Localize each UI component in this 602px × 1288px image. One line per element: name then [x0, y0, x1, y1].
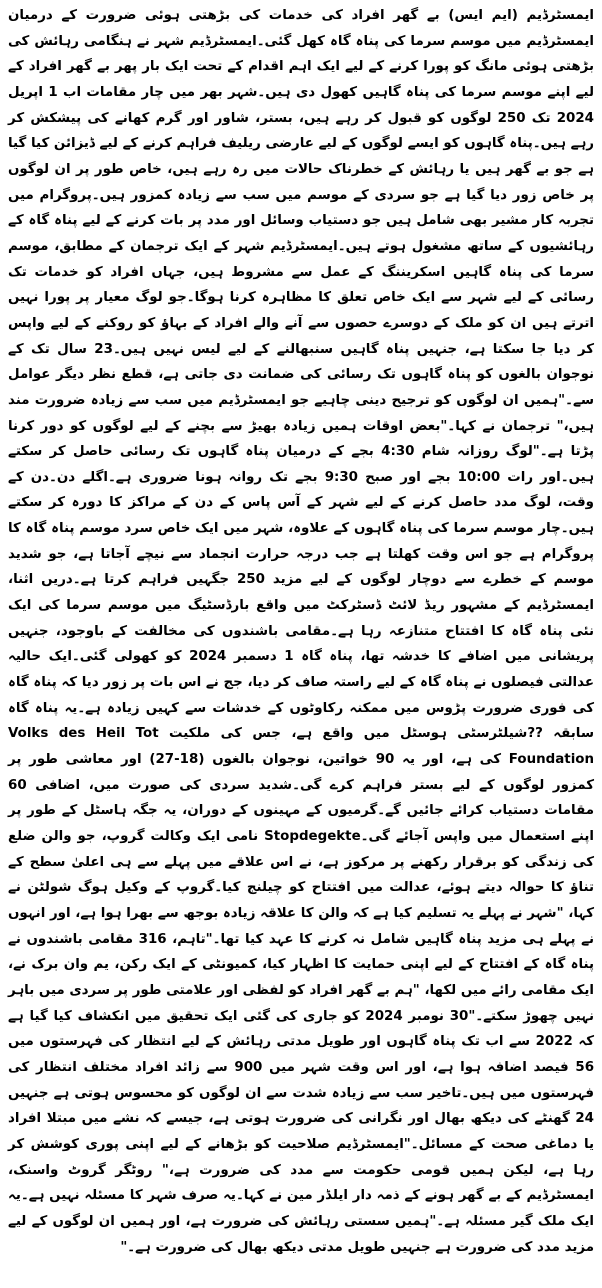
- article-body: ایمسٹرڈیم (ایم ایس) بے گھر افراد کی خدمات کی بڑھتی ہوئی ضرورت کے درمیان ایمسٹرڈیم میں موسم سرما کی پناہ گاہ کھل گئی۔ایمسٹرڈیم شہر نے ہنگامی رہائش کی بڑھتی ہوئی مانگ کو پورا کرنے کے لیے ایک اہم اقدام کے تحت ایک بار پھر بے گھر افراد کے لیے اپنے موسم سرما کی پناہ گاہیں کھول دی ہیں۔شہر بھر میں چار مقامات اب 1 اپریل 2024 تک 250 لوگوں کو قبول کر رہے ہیں، بستر، شاور اور گرم کھانے کی پیشکش کر رہے ہیں۔پناہ گاہوں کو ایسے لوگوں کے لیے عارضی ریلیف فراہم کرنے کے لیے ڈیزائن کیا گیا ہے جو بے گھر ہیں یا رہائش کے خطرناک حالات میں رہ رہے ہیں، خاص طور پر ان لوگوں پر خاص زور دیا گیا ہے جو سردی کے موسم میں سب سے زیادہ کمزور ہیں۔پروگرام میں تجربہ کار مشیر بھی شامل ہیں جو دستیاب وسائل اور مدد پر بات کرنے کے لیے پناہ گاہ کے رہائشیوں کے ساتھ مشغول ہوتے ہیں۔ایمسٹرڈیم شہر کے ایک ترجمان کے مطابق، موسم سرما کی پناہ گاہیں اسکریننگ کے عمل سے مشروط ہیں، جہاں افراد کو خدمات تک رسائی کے لیے شہر سے ایک خاص تعلق کا مظاہرہ کرنا ہوگا۔جو لوگ معیار پر پورا نہیں اترتے ہیں ان کو ملک کے دوسرے حصوں سے آنے والے افراد کے بہاؤ کو روکنے کے لیے واپس کر دیا جا سکتا ہے، جنہیں پناہ گاہیں سنبھالنے کے لیے لیس نہیں ہیں۔23 سال تک کے نوجوان بالغوں کو پناہ گاہوں تک رسائی کی ضمانت دی جاتی ہے، قطع نظر دیگر عوامل سے۔"ہمیں ان لوگوں کو ترجیح دینی چاہیے جو ایمسٹرڈیم میں سب سے زیادہ ضرورت مند ہیں،" ترجمان نے کہا۔"بعض اوقات ہمیں زیادہ بھیڑ سے بچنے کے لیے لوگوں کو دور کرنا پڑتا ہے۔"لوگ روزانہ شام 4:30 بجے کے درمیان پناہ گاہوں تک رسائی حاصل کر سکتے ہیں۔اور رات 10:00 بجے اور صبح 9:30 بجے تک روانہ ہونا ضروری ہے۔اگلے دن۔دن کے وقت، لوگ مدد حاصل کرنے کے لیے شہر کے آس پاس کے دن کے مراکز کا دورہ کر سکتے ہیں۔چار موسم سرما کی پناہ گاہوں کے علاوہ، شہر میں ایک خاص سرد موسم پناہ گاہ کا پروگرام ہے جو اس وقت کھلتا ہے جب درجہ حرارت انجماد سے نیچے آجاتا ہے، جو شدید موسم کے خطرے سے دوچار لوگوں کے لیے مزید 250 جگہیں فراہم کرتا ہے۔دریں اثنا، ایمسٹرڈیم کے مشہور ریڈ لائٹ ڈسٹرکٹ میں واقع بارڈسٹیگ میں موسم سرما کی ایک نئی پناہ گاہ کا افتتاح متنازعہ رہا ہے۔مقامی باشندوں کی مخالفت کے باوجود، جنہیں پریشانی میں اضافے کا خدشہ تھا، پناہ گاہ 1 دسمبر 2024 کو کھولی گئی۔ایک حالیہ عدالتی فیصلوں نے پناہ گاہ کے لیے راستہ صاف کر دیا، جج نے اس بات پر زور دیا کہ پناہ گاہ کی فوری ضرورت پڑوس میں ممکنہ رکاوٹوں کے خدشات سے کہیں زیادہ ہے۔یہ پناہ گاہ سابقہ ??شیلٹرسٹی ہوسٹل میں واقع ہے، جس کی ملکیت Volks des Heil Tot Foundation کی ہے، اور یہ 90 خواتین، نوجوان بالغوں (18-27) اور معاشی طور پر کمزور لوگوں کے لیے بستر فراہم کرے گی۔شدید سردی کی صورت میں، اضافی 60 مقامات دستیاب کرائے جائیں گے۔گرمیوں کے مہینوں کے دوران، یہ جگہ ہاسٹل کے طور پر اپنے استعمال میں واپس آجائے گی۔Stopdegekte نامی ایک وکالت گروپ، جو والن ضلع کی زندگی کو برقرار رکھنے پر مرکوز ہے، نے اس علاقے میں پہلے سے ہی اعلیٰ سطح کے تناؤ کا حوالہ دیتے ہوئے، عدالت میں افتتاح کو چیلنج کیا۔گروپ کے وکیل ہوگ شولٹن نے کہا، "شہر نے پہلے یہ تسلیم کیا ہے کہ والن کا علاقہ زیادہ بوجھ سے بھرا ہوا ہے، اور انہوں نے پہلے ہی مزید پناہ گاہیں شامل نہ کرنے کا عہد کیا تھا۔"تاہم، 316 مقامی باشندوں نے پناہ گاہ کے افتتاح کے لیے اپنی حمایت کا اظہار کیا، کمیونٹی کے ایک رکن، یم وان برک نے، ایک مقامی رائے میں لکھا، "ہم بے گھر افراد کو لفظی اور علامتی طور پر سردی میں باہر نہیں چھوڑ سکتے۔"30 نومبر 2024 کو جاری کی گئی ایک تحقیق میں انکشاف کیا گیا ہے کہ 2022 سے اب تک پناہ گاہوں اور طویل مدتی رہائش کے لیے انتظار کی فہرستوں میں 56 فیصد اضافہ ہوا ہے، اور اس وقت شہر میں 900 سے زائد افراد مختلف انتظار کی فہرستوں میں ہیں۔تاخیر سب سے زیادہ شدت سے ان لوگوں کو محسوس ہوتی ہے جنہیں 24 گھنٹے کی دیکھ بھال اور نگرانی کی ضرورت ہوتی ہے، جیسے کہ نشے میں مبتلا افراد یا دماغی صحت کے مسائل۔"ایمسٹرڈیم صلاحیت کو بڑھانے کے لیے اپنی پوری کوشش کر رہا ہے، لیکن ہمیں قومی حکومت سے مدد کی ضرورت ہے،" روٹگر گروٹ واسنک، ایمسٹرڈیم کے بے گھر ہونے کے ذمہ دار ایلڈر مین نے کہا۔یہ صرف شہر کا مسئلہ نہیں ہے۔یہ ایک ملک گیر مسئلہ ہے۔"ہمیں سستی رہائش کی ضرورت ہے، اور ہمیں ان لوگوں کے لیے مزید مدد کی ضرورت ہے جنہیں طویل مدتی دیکھ بھال کی ضرورت ہے۔": [8, 8, 595, 1255]
